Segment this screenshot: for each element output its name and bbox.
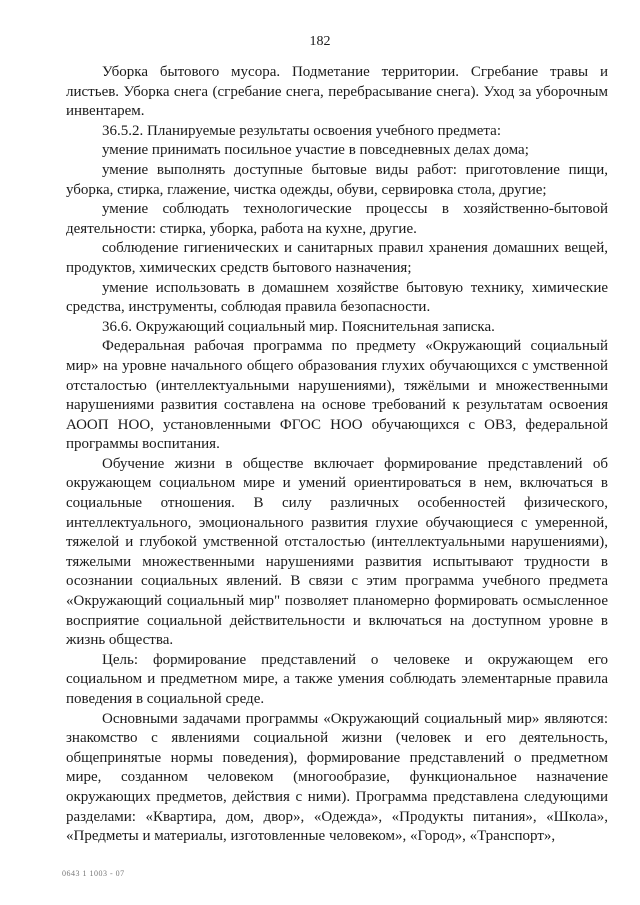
paragraph-result-4: соблюдение гигиенических и санитарных правил хранения домашних вещей, продуктов, химических средств бытового назначения; xyxy=(66,240,608,276)
paragraph-objectives: Основными задачами программы «Окружающий социальный мир» являются: знакомство с явлениями социальной жизни (человек и его деятельность, общепринятые нормы поведения), формирование представлений о предметном мире, созданном человеком (многообразие, функциональное назначение окружающих предметов, действия с ними). Программа представлена следующими разделами: «Квартира, дом, двор», «Одежда», «Продукты питания», «Школа», «Предметы и материалы, изготовленные человеком», «Город», «Транспорт», xyxy=(66,710,608,845)
paragraph-result-2: умение выполнять доступные бытовые виды работ: приготовление пищи, уборка, стирка, глажение, чистка одежды, обуви, сервировка стола, другие; xyxy=(66,161,608,198)
paragraph-result-3: умение соблюдать технологические процессы в хозяйственно-бытовой деятельности: стирка, уборка, работа на кухне, другие. xyxy=(66,201,608,237)
paragraph-program-intro: Федеральная рабочая программа по предмету «Окружающий социальный мир» на уровне начального общего образования глухих обучающихся с умственной отсталостью (интеллектуальными нарушениями), тяжёлыми и множественными нарушениями развития составлена на основе требований к результатам освоения АООП НОО, установленными ФГОС НОО обучающихся с ОВЗ, федеральной программы воспитания. xyxy=(66,338,608,453)
footer-stamp: 0643 1 1003 - 07 xyxy=(62,869,125,878)
paragraph-household-cleaning: Уборка бытового мусора. Подметание территории. Сгребание травы и листьев. Уборка снега (сгребание снега, перебрасывание снега). Уход за уборочным инвентарем. xyxy=(66,64,608,120)
paragraph-goal: Цель: формирование представлений о человеке и окружающем его социальном и предметном мире, а также умения соблюдать элементарные правила поведения в социальной среде. xyxy=(66,651,608,707)
document-body xyxy=(66,63,608,847)
paragraph-social-learning: Обучение жизни в обществе включает формирование представлений об окружающем социальном мире и умений ориентироваться в нем, включаться в социальные отношения. В силу различных особенностей физического, интеллектуального, эмоционального развития глухие обучающиеся с умеренной, тяжелой и глубокой умственной отсталостью (интеллектуальными нарушениями), тяжелыми множественными нарушениями развития испытывают трудности в осознании социальных явлений. В связи с этим программа учебного предмета «Окружающий социальный мир" позволяет планомерно формировать осмысленное восприятие социальной действительности и включаться на доступном уровне в жизнь общества. xyxy=(66,455,608,649)
paragraph-result-5: умение использовать в домашнем хозяйстве бытовую технику, химические средства, инструменты, соблюдая правила безопасности. xyxy=(66,279,608,316)
paragraph-section-heading-36-5-2: 36.5.2. Планируемые результаты освоения учебного предмета: xyxy=(102,122,501,139)
paragraph-result-1: умение принимать посильное участие в повседневных делах дома; xyxy=(102,142,529,159)
paragraph-section-heading-36-6: 36.6. Окружающий социальный мир. Пояснительная записка. xyxy=(102,318,495,335)
page-number: 182 xyxy=(309,34,331,49)
